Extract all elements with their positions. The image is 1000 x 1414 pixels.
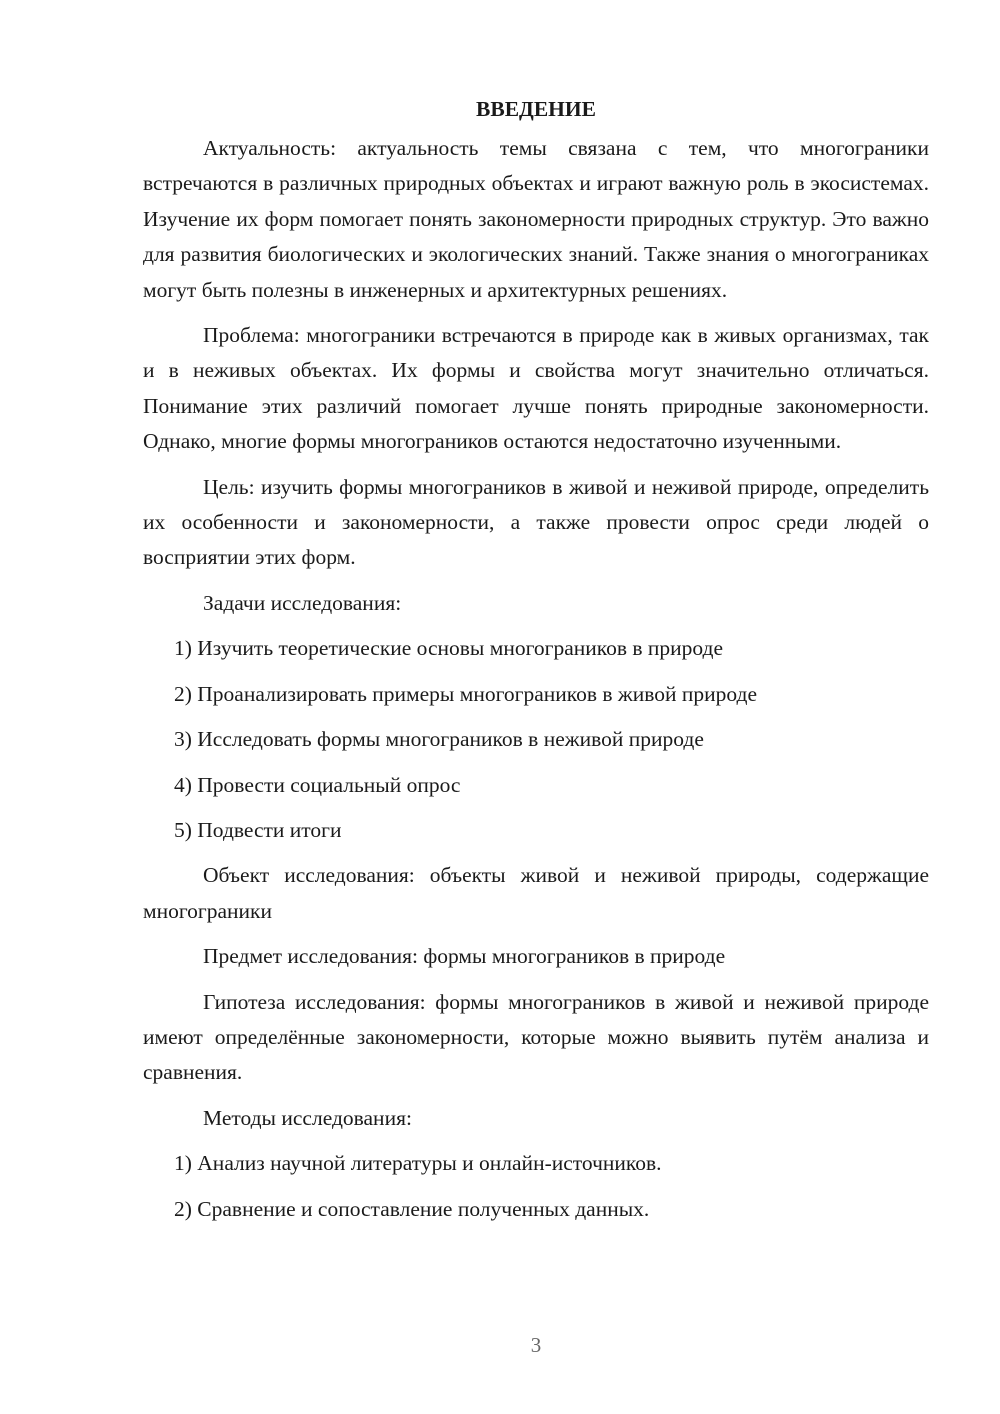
- method-item: 1) Анализ научной литературы и онлайн-источников.: [174, 1151, 662, 1176]
- page-content: [143, 92, 929, 1237]
- hypothesis-paragraph: Гипотеза исследования: формы многограников в живой и неживой природе имеют определённые закономерности, которые можно выявить путём анализа и сравнения.: [143, 989, 929, 1085]
- problem-paragraph: Проблема: многограники встречаются в природе как в живых организмах, так и в неживых объектах. Их формы и свойства могут значительно отличаться. Понимание этих различий помогает лучше понять природные закономерности. Однако, многие формы многограников остаются недостаточно изученными.: [143, 323, 929, 454]
- relevance-paragraph: Актуальность: актуальность темы связана с тем, что многограники встречаются в различных природных объектах и играют важную роль в экосистемах. Изучение их форм помогает понять закономерности природных структур. Это важно для развития биологических и экологических знаний. Также знания о многограниках могут быть полезны в инженерных и архитектурных решениях.: [143, 136, 929, 302]
- method-item: 2) Сравнение и сопоставление полученных данных.: [174, 1196, 650, 1221]
- task-item: 1) Изучить теоретические основы многограников в природе: [174, 636, 724, 661]
- page-number: 3: [530, 1333, 542, 1357]
- page-title: ВВЕДЕНИЕ: [476, 97, 596, 121]
- task-item: 2) Проанализировать примеры многограников в живой природе: [174, 681, 758, 706]
- subject-paragraph: Предмет исследования: формы многограников в природе: [203, 944, 726, 969]
- goal-paragraph: Цель: изучить формы многограников в живой и неживой природе, определить их особенности и закономерности, а также провести опрос среди людей о восприятии этих форм.: [143, 474, 929, 570]
- tasks-list: [143, 631, 929, 848]
- task-item: 4) Провести социальный опрос: [174, 772, 461, 797]
- methods-list: [143, 1146, 929, 1227]
- tasks-heading: Задачи исследования:: [203, 590, 402, 615]
- task-item: 5) Подвести итоги: [174, 817, 342, 842]
- object-paragraph: Объект исследования: объекты живой и неживой природы, содержащие многограники: [143, 863, 929, 923]
- methods-heading: Методы исследования:: [203, 1105, 412, 1130]
- task-item: 3) Исследовать формы многограников в неживой природе: [174, 727, 704, 752]
